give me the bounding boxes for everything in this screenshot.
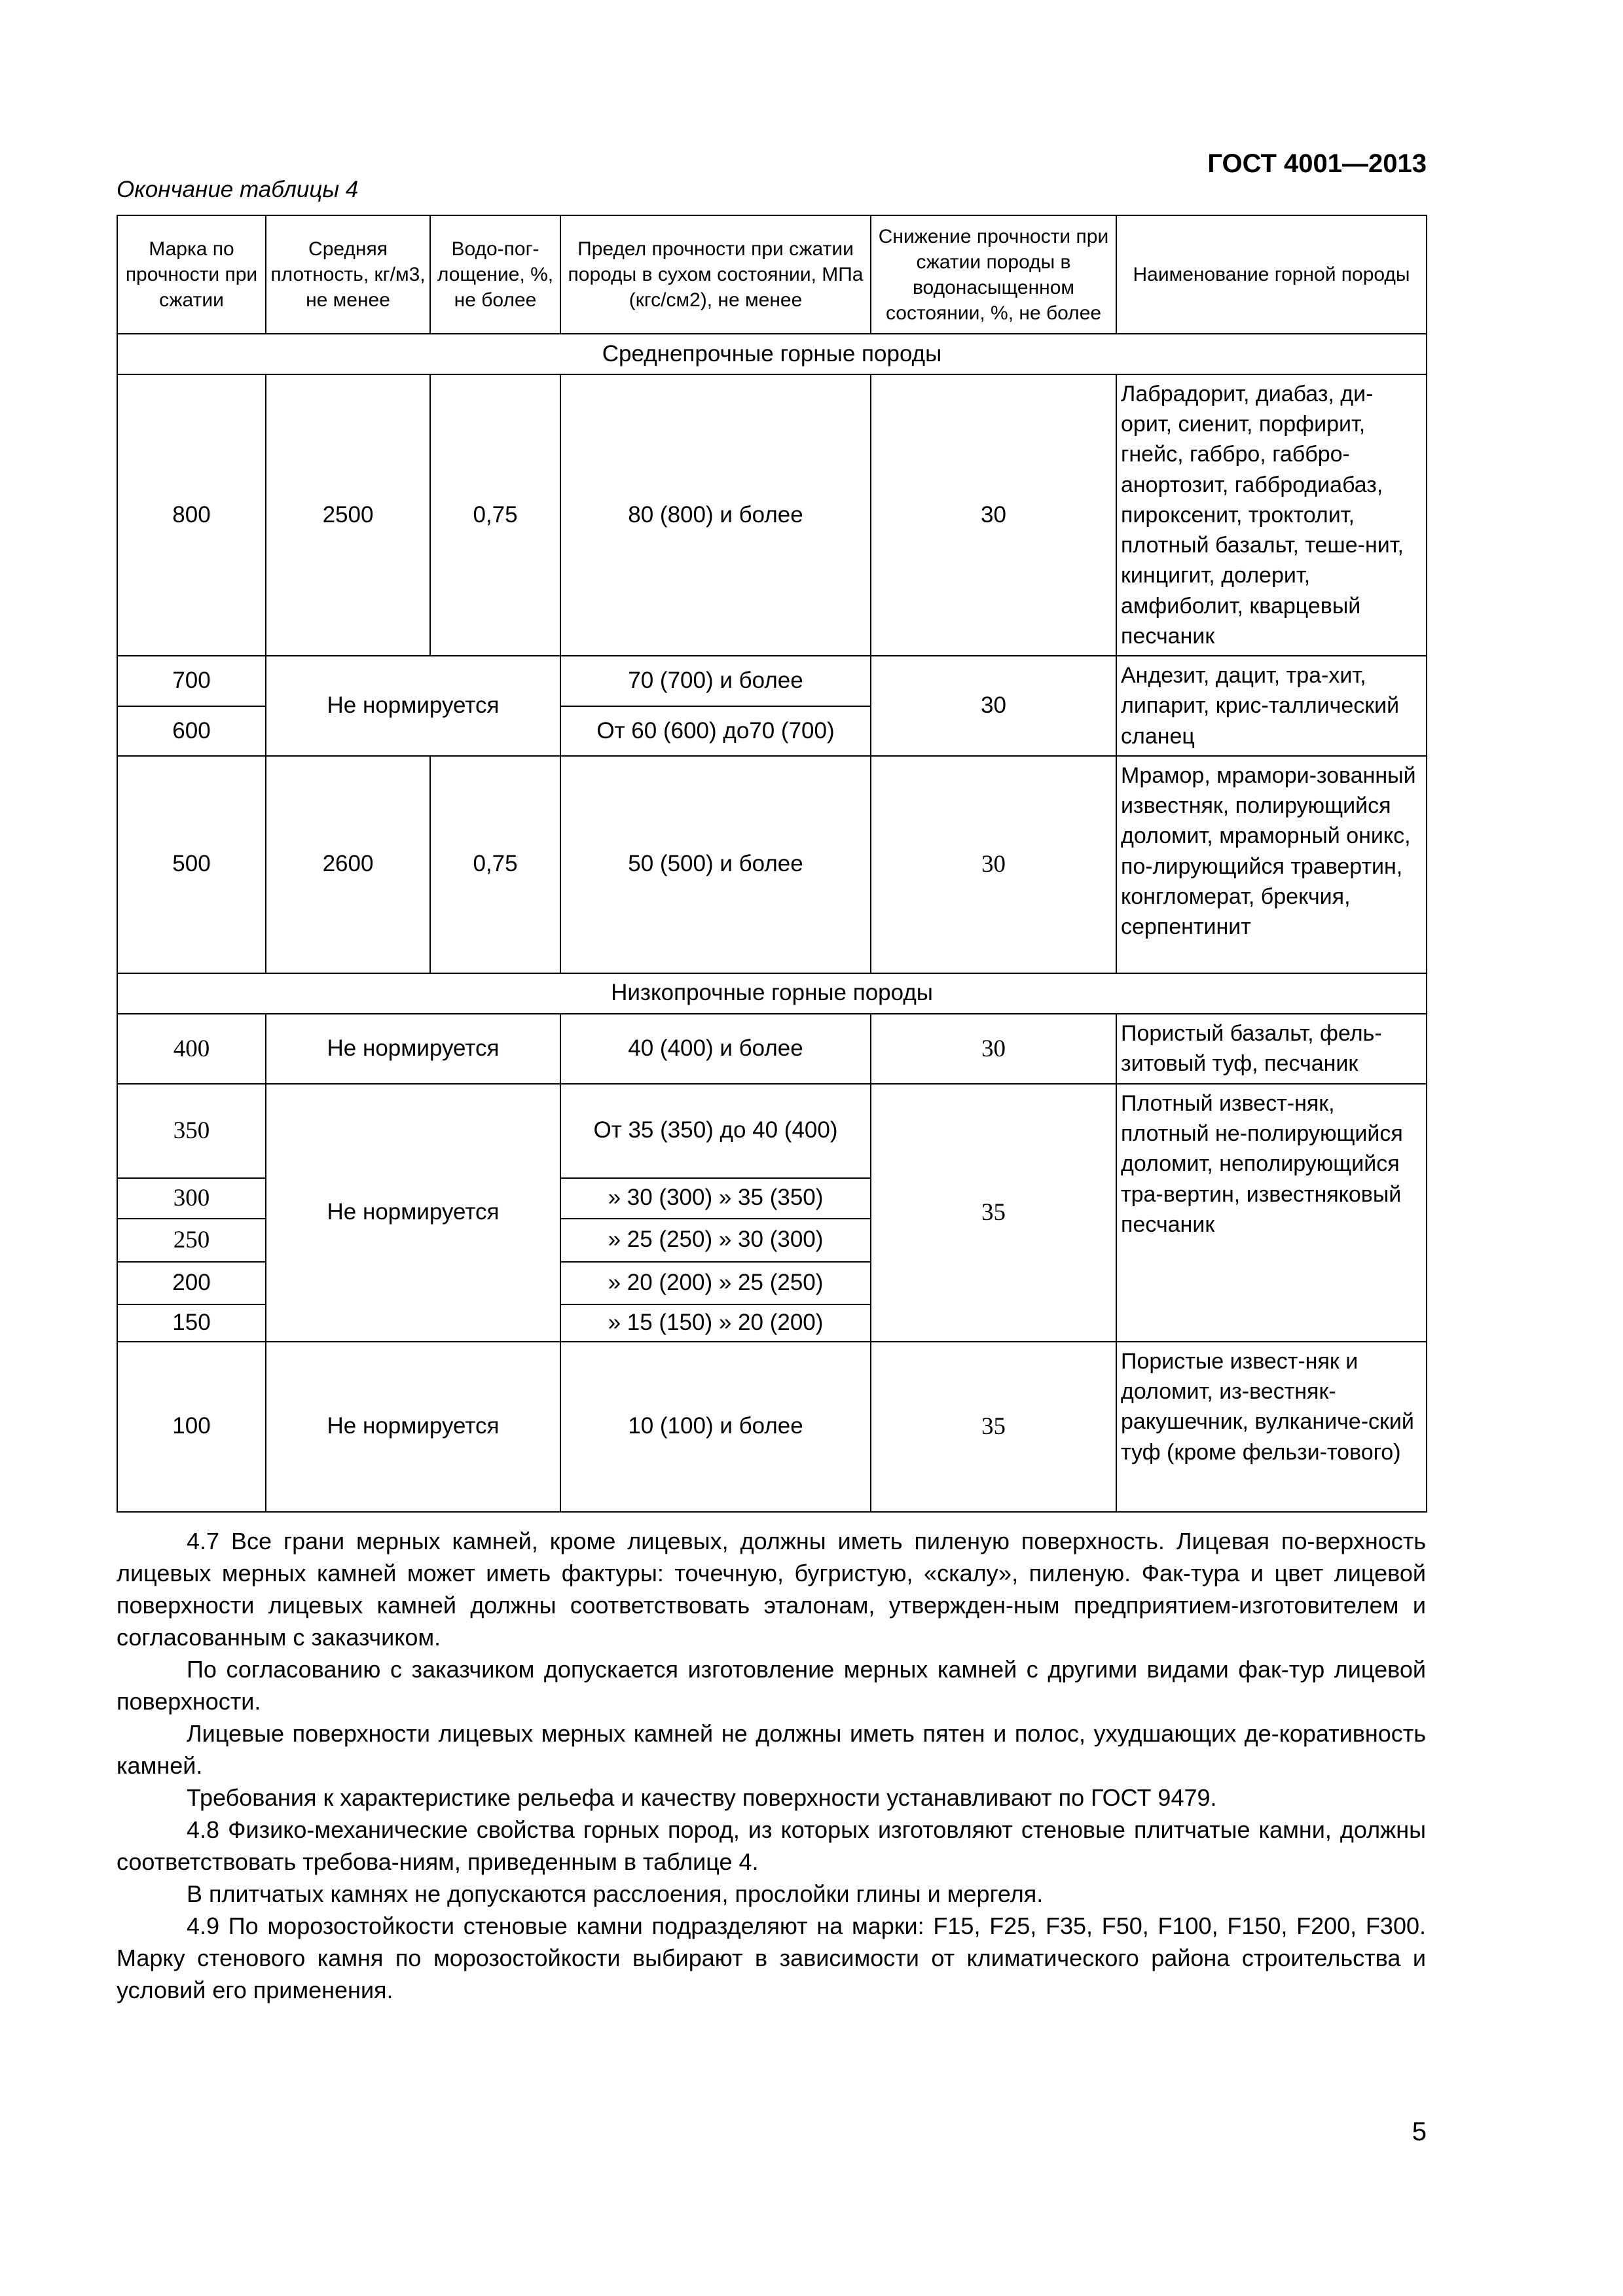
grade-cell: 250 [117,1219,266,1262]
paragraph: 4.9 По морозостойкости стеновые камни подразделяют на марки: F15, F25, F35, F50, F100, F150, F200, F300. Марку стенового камня по морозостойкости выбирают в зависимости от климатического района строительства и условий его применения. [117,1912,1426,2003]
paragraph: 4.7 Все грани мерных камней, кроме лицевых, должны иметь пиленую поверхность. Лицевая по-верхность лицевых мерных камней может иметь фактуры: точечную, бугристую, «скалу», пиленую. Фак-тура и цвет лицевой поверхности лицевых камней должны соответствовать эталонам, утвержден-ным предприятием-изготовителем и согласованным с заказчиком. [117,1528,1426,1651]
column-header: Водо-пог-лощение, %, не более [430,215,560,334]
table-row [117,374,1427,656]
strength-cell: » 25 (250) » 30 (300) [560,1219,871,1262]
paragraph: Требования к характеристике рельефа и качеству поверхности устанавливают по ГОСТ 9479. [187,1784,1217,1811]
rock-name-cell: Плотный извест-няк, плотный не-полирующийся доломит, неполирующийся тра-вертин, известняковый песчаник [1116,1084,1427,1342]
grade-cell: 500 [117,756,266,973]
grade-cell: 350 [117,1084,266,1178]
not-normalized-cell: Не нормируется [266,656,560,756]
column-header: Снижение прочности при сжатии породы в водонасыщенном состоянии, %, не более [871,215,1116,334]
table-row [117,656,1427,706]
grade-cell: 700 [117,656,266,706]
page-number: 5 [1412,2117,1427,2146]
table-row [117,1084,1427,1178]
strength-cell: » 15 (150) » 20 (200) [560,1304,871,1342]
rock-name-cell: Пористый базальт, фель-зитовый туф, песчаник [1116,1014,1427,1084]
group-heading: Низкопрочные горные породы [117,973,1427,1014]
table-row [117,1014,1427,1084]
density-cell: 2500 [266,374,430,656]
group-heading: Среднепрочные горные породы [117,334,1427,374]
grade-cell: 200 [117,1262,266,1304]
properties-table [117,215,1427,1513]
not-normalized-cell: Не нормируется [266,1084,560,1342]
strength-cell: 50 (500) и более [560,756,871,973]
reduction-cell: 35 [871,1342,1116,1512]
rock-name-cell: Пористые извест-няк и доломит, из-вестняк-ракушечник, вулканиче-ский туф (кроме фельзи-тового) [1116,1342,1427,1512]
rock-name-cell: Андезит, дацит, тра-хит, липарит, крис-таллический сланец [1116,656,1427,756]
reduction-cell: 30 [871,1014,1116,1084]
absorption-cell: 0,75 [430,756,560,973]
paragraph: 4.8 Физико-механические свойства горных пород, из которых изготовляют стеновые плитчатые камни, должны соответствовать требова-ниям, приведенным в таблице 4. [117,1816,1426,1875]
strength-cell: 80 (800) и более [560,374,871,656]
paragraph: Лицевые поверхности лицевых мерных камней не должны иметь пятен и полос, ухудшающих де-коративность камней. [117,1720,1426,1779]
reduction-cell: 30 [871,756,1116,973]
paragraph: По согласованию с заказчиком допускается изготовление мерных камней с другими видами фак-тур лицевой поверхности. [117,1656,1426,1715]
reduction-cell: 30 [871,374,1116,656]
column-header: Марка по прочности при сжатии [117,215,266,334]
body-text [117,1525,1426,2006]
grade-cell: 800 [117,374,266,656]
grade-cell: 150 [117,1304,266,1342]
strength-cell: 40 (400) и более [560,1014,871,1084]
absorption-cell: 0,75 [430,374,560,656]
table-caption: Окончание таблицы 4 [117,177,359,202]
density-cell: 2600 [266,756,430,973]
group-row [117,334,1427,374]
not-normalized-cell: Не нормируется [266,1342,560,1512]
grade-cell: 300 [117,1178,266,1219]
grade-cell: 100 [117,1342,266,1512]
paragraph: В плитчатых камнях не допускаются расслоения, прослойки глины и мергеля. [187,1880,1044,1907]
rock-name-cell: Мрамор, мрамори-зованный известняк, полирующийся доломит, мраморный оникс, по-лирующийся травертин, конгломерат, брекчия, серпентинит [1116,756,1427,973]
grade-cell: 600 [117,706,266,755]
table-row [117,1342,1427,1512]
not-normalized-cell: Не нормируется [266,1014,560,1084]
reduction-cell: 35 [871,1084,1116,1342]
strength-cell: 10 (100) и более [560,1342,871,1512]
group-row [117,973,1427,1014]
strength-cell: 70 (700) и более [560,656,871,706]
column-header: Средняя плотность, кг/м3, не менее [266,215,430,334]
standard-number: ГОСТ 4001—2013 [1207,149,1427,178]
column-header: Наименование горной породы [1116,215,1427,334]
grade-cell: 400 [117,1014,266,1084]
column-header: Предел прочности при сжатии породы в сухом состоянии, МПа (кгс/см2), не менее [560,215,871,334]
strength-cell: » 20 (200) » 25 (250) [560,1262,871,1304]
reduction-cell: 30 [871,656,1116,756]
rock-name-cell: Лабрадорит, диабаз, ди-орит, сиенит, порфирит, гнейс, габбро, габбро-анортозит, габбродиабаз, пироксенит, троктолит, плотный базальт, теше-нит, кинцигит, долерит, амфиболит, кварцевый песчаник [1116,374,1427,656]
table-row [117,756,1427,973]
strength-cell: От 35 (350) до 40 (400) [560,1084,871,1178]
strength-cell: » 30 (300) » 35 (350) [560,1178,871,1219]
strength-cell: От 60 (600) до70 (700) [560,706,871,755]
table-header-row [117,215,1427,334]
